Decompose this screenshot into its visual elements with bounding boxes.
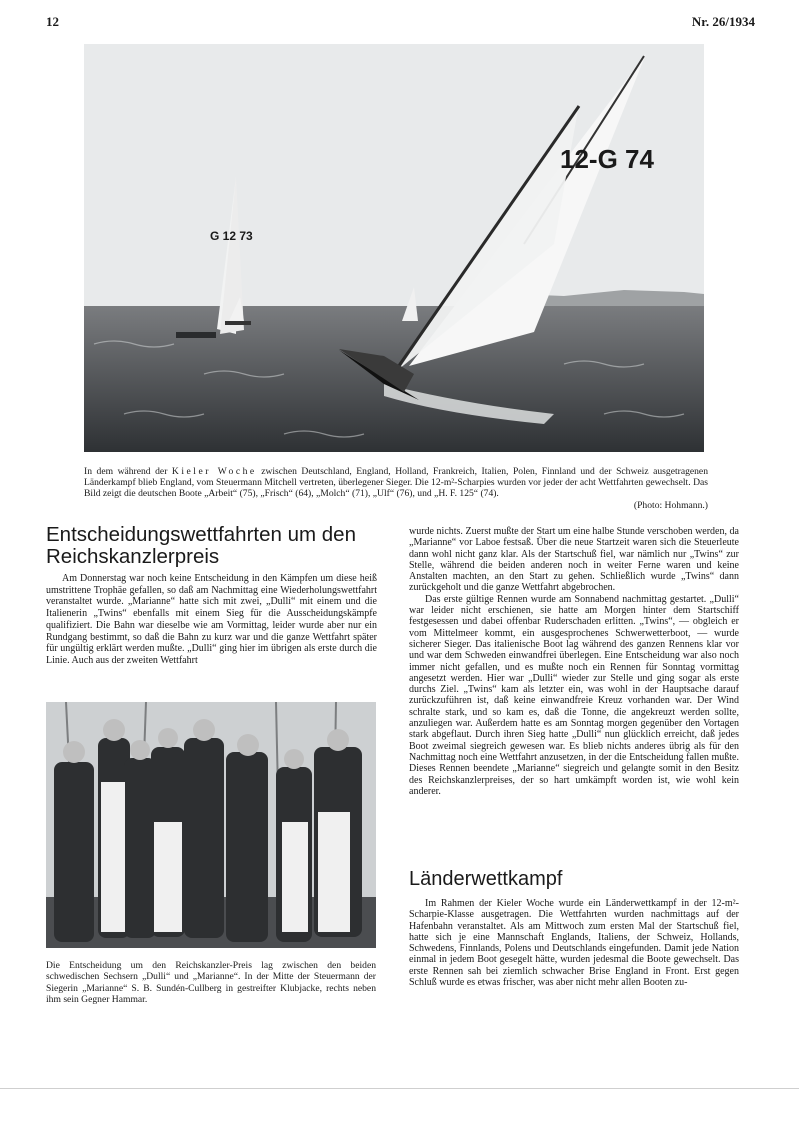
left-sail-number: G 12 73 — [210, 229, 253, 243]
crew-photo — [46, 702, 376, 948]
crew-photo-illustration — [46, 702, 376, 948]
top-caption-event: Kieler Woche — [171, 466, 257, 477]
top-photo-caption — [84, 466, 708, 511]
second-article-paragraph: Im Rahmen der Kieler Woche wurde ein Länderwettkampf in der 12-m²-Scharpie-Klasse ausgetragen. Die Wettfahrten wurden nachmittags auf der Hafenbahn veranstaltet. Als am Mittwoch zum ersten Mal der Startschuß fiel, hatte sich je eine Mannschaft Englands, Italiens, der Schweiz, Hollands, Schwedens, Finnlands, Polens und Deutschlands eingefunden. Damit jede Nation einmal in jedem Boot gesegelt hätte, wurden jedesmal die Boote gewechselt. Das erste Rennen sah bei ziemlich schwacher Brise England in Front. Erst gegen Schluß wurde es etwas frischer, was aber nicht mehr allen Booten zu- — [409, 898, 739, 989]
top-caption-body: zwischen Deutschland, England, Holland, Frankreich, Italien, Polen, Finnland und der Schweiz ausgetragenen Länderkampf blieb England, vom Steuermann Mitchell vertreten, überlegener Sieger. Die 12-m²-Scharpies wurden vor jeder der acht Wettfahrten gewechselt. Das Bild zeigt die deutschen Boote „Arbeit“ (75), „Frisch“ (64), „Molch“ (71), „Ulf“ (76), und „H. F. 125“ (74). — [84, 466, 708, 500]
second-article-title: Länderwettkampf — [409, 868, 563, 890]
issue-number: Nr. 26/1934 — [691, 14, 755, 29]
article-column-left — [46, 573, 377, 667]
article-paragraph: Am Donnerstag war noch keine Entscheidung in den Kämpfen um diese heiß umstrittene Trophäe gefallen, so daß am Nachmittag eine Wiederholungswettfahrt veranstaltet wurde. „Marianne“ hatte sich mit zwei, „Dulli“ mit einem und die Italienerin „Twins“ ebenfalls mit einem Sieg für die Ausscheidungskämpfe qualifiziert. Die Bahn war dieselbe wie am Vormittag, leider wurde aber nur ein Rundgang bestimmt, so daß die Bahn zu kurz war und die ganze Wettfahrt später für ungültig erklärt werden mußte. „Dulli“ ging hier im übrigen als erste durch die Linie. Auch aus der zweiten Wettfahrt — [46, 573, 377, 666]
article-title: Entscheidungswettfahrten um den Reichskanzlerpreis — [46, 523, 356, 568]
second-article-column — [409, 898, 739, 988]
crew-photo-caption: Die Entscheidung um den Reichskanzler-Preis lag zwischen den beiden schwedischen Sechsern „Dulli“ und „Marianne“. In der Mitte der Steuermann der Siegerin „Marianne“ S. B. Sundén-Cullberg in gestreifter Klubjacke, rechts neben ihm sein Gegner Hammar. — [46, 960, 376, 1005]
article-column-right — [409, 526, 739, 797]
sailing-photo-illustration — [84, 44, 704, 452]
main-sail-number: 12-G 74 — [560, 144, 654, 174]
page-bottom-rule — [0, 1088, 799, 1089]
sailing-photo — [84, 44, 704, 452]
photo-credit: (Photo: Hohmann.) — [633, 499, 708, 511]
article-paragraph: Das erste gültige Rennen wurde am Sonnabend nachmittag gestartet. „Dulli“ war leider nicht erschienen, sie hatte am Morgen hinter dem Startschiff festgesessen und dabei offenbar Ruderschaden erlitten. „Twins“, — obgleich er vom Mittelmeer kommt, ein ausgesprochenes Schwerwetterboot, — wurde sicherer Sieger. Das italienische Boot lag während des ganzen Rennens klar vor und war dem Schweden einwandfrei überlegen. Eine Entscheidung war also noch immer nicht gefallen, und es mußte noch ein Rennen für Sonntag vormittag angesetzt werden. Hier war „Dulli“ wieder zur Stelle und ging sogar als erste durchs Ziel. „Twins“ kam als letzter ein, was wohl in der Hauptsache darauf zurückzuführen ist, daß keine einwandfreie Kreuz vorhanden war. Der Wind schralte stark, und so kam es, daß die Tonne, die angekreuzt werden sollte, anzuliegen war. Außerdem hatte es am Sonntag morgen gegenüber den Vortagen stark abgeflaut. Durch ihren Sieg hatte „Dulli“ nun glücklich erreicht, daß jedes Boot zweimal siegreich gewesen war. Es blieb nichts anderes übrig als für den Nachmittag noch eine Wettfahrt anzusetzen, in der die Entscheidung fallen mußte. Dieses Rennen beendete „Marianne“ siegreich und gelangte somit in den Besitz des Reichskanzlerpreises, der so hart umkämpft worden ist, wie wohl kein anderer. — [409, 593, 739, 797]
top-caption-intro: In dem während der — [84, 466, 172, 477]
page-number: 12 — [46, 14, 59, 29]
article-paragraph-continued: wurde nichts. Zuerst mußte der Start um eine halbe Stunde verschoben werden, da „Marianne“ vor Laboe festsaß. Über die neue Startzeit waren sich die Steuerleute dann wohl nicht ganz klar. Als der Startschuß fiel, war nämlich nur „Twins“ zur Stelle, während die beiden anderen noch in weiter Ferne waren und keine Anstalten machten, an den Start zu gehen. Schließlich wurde „Twins“ dann zurückgeholt und die ganze Wettfahrt abgebrochen. — [409, 526, 739, 594]
